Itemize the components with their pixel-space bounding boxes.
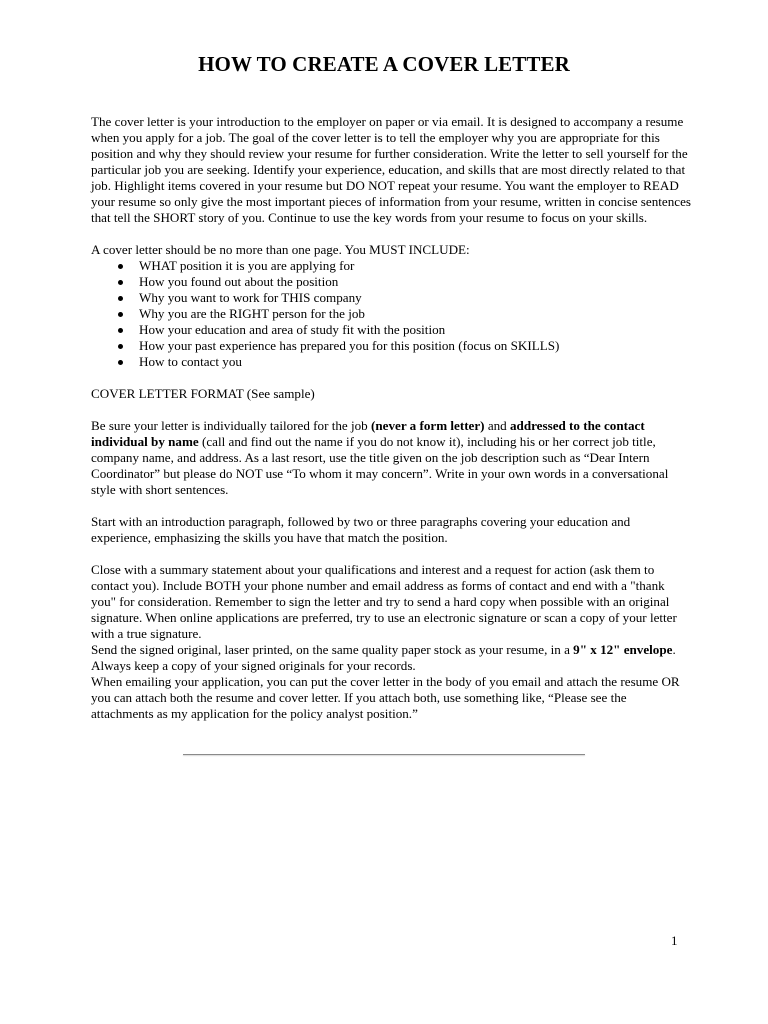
list-item: Why you want to work for THIS company — [115, 290, 691, 306]
must-include-heading: A cover letter should be no more than one page. You MUST INCLUDE: — [91, 242, 470, 257]
tailor-paragraph — [91, 418, 691, 498]
list-item: How your past experience has prepared you for this position (focus on SKILLS) — [115, 338, 691, 354]
send-text-2: . Always keep a copy of your signed originals for your records. — [91, 642, 676, 673]
document-title: HOW TO CREATE A COVER LETTER — [198, 52, 570, 76]
close-paragraph: Close with a summary statement about your qualifications and interest and a request for action (ask them to contact you). Include BOTH your phone number and email address as forms of contact and end with a "thank you" for consideration. Remember to sign the letter and try to send a hard copy when possible with an original signature. When online applications are preferred, try to use an electronic signature or scan a copy of your letter with a true signature. — [91, 562, 677, 641]
tailor-bold-2: addressed to the contact individual by name — [91, 418, 645, 449]
page-number: 1 — [671, 933, 678, 948]
intro-paragraph: The cover letter is your introduction to the employer on paper or via email. It is designed to accompany a resume when you apply for a job. The goal of the cover letter is to tell the employer why you are appropriate for this position and why they should review your resume for further consideration. Write the letter to sell yourself for the particular job you are seeking. Identify your experience, education, and skills that are most directly related to that job. Highlight items covered in your resume but DO NOT repeat your resume. You want the employer to READ your resume so only give the most important pieces of information from your resume, written in concise sentences that tell the SHORT story of you. Continue to use the key words from your resume to focus on your skills. — [91, 114, 691, 225]
tailor-text-2: and — [484, 418, 510, 433]
list-item: Why you are the RIGHT person for the job — [115, 306, 691, 322]
format-heading: COVER LETTER FORMAT (See sample) — [91, 386, 315, 401]
email-paragraph: When emailing your application, you can put the cover letter in the body of you email and attach the resume OR you can attach both the resume and cover letter. If you attach both, use something like, “Please see the attachments as my application for the policy analyst position.” — [91, 674, 680, 721]
list-item: How you found out about the position — [115, 274, 691, 290]
send-text-1: Send the signed original, laser printed, on the same quality paper stock as your resume, in a — [91, 642, 574, 657]
document-body — [91, 114, 691, 722]
tailor-text-1: Be sure your letter is individually tailored for the job — [91, 418, 371, 433]
send-paragraph — [91, 642, 691, 674]
list-item: How your education and area of study fit with the position — [115, 322, 691, 338]
horizontal-divider — [183, 754, 585, 755]
tailor-bold-1: (never a form letter) — [371, 418, 485, 433]
start-paragraph: Start with an introduction paragraph, followed by two or three paragraphs covering your education and experience, emphasizing the skills you have that match the position. — [91, 514, 631, 545]
list-item: How to contact you — [115, 354, 691, 370]
send-bold: 9" x 12" envelope — [573, 642, 673, 657]
list-item: WHAT position it is you are applying for — [115, 258, 691, 274]
must-include-list — [91, 258, 691, 370]
tailor-text-3: (call and find out the name if you do not know it), including his or her correct job title, company name, and address. As a last resort, use the title given on the job description such as “Dear Intern Coordinator” but please do NOT use “To whom it may concern”. Write in your own words in a conversational style with short sentences. — [91, 434, 669, 497]
